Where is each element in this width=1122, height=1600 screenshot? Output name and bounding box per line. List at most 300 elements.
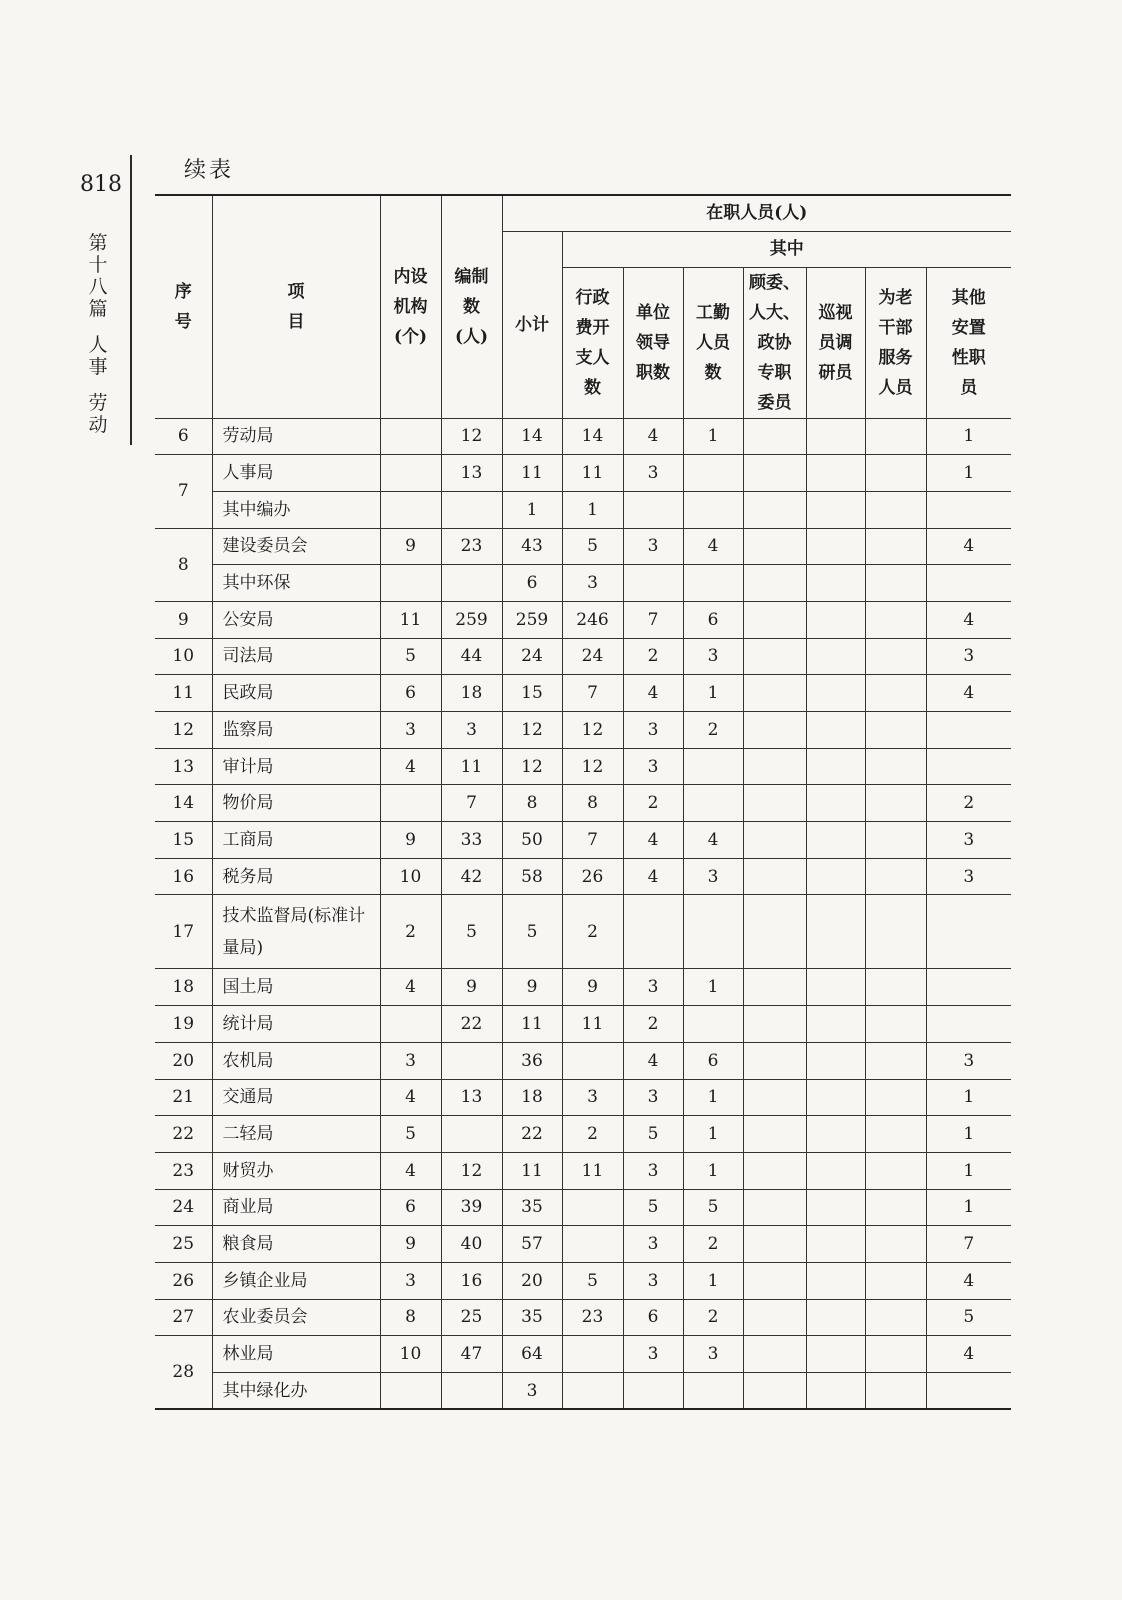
cell-quota: 7 — [441, 785, 502, 822]
cell-leaders: 4 — [623, 418, 683, 455]
cell-other: 4 — [926, 675, 1011, 712]
cell-quota: 44 — [441, 638, 502, 675]
header-of-which: 其中 — [562, 231, 1011, 267]
cell-admin: 14 — [562, 418, 623, 455]
cell-advisors — [743, 1373, 806, 1410]
cell-inspectors — [806, 638, 865, 675]
cell-workers — [683, 455, 743, 492]
cell-other: 3 — [926, 858, 1011, 895]
cell-advisors — [743, 418, 806, 455]
cell-quota: 39 — [441, 1189, 502, 1226]
cell-subtotal: 22 — [502, 1116, 562, 1153]
cell-inspectors — [806, 1042, 865, 1079]
cell-other — [926, 1373, 1011, 1410]
cell-inspectors — [806, 712, 865, 749]
cell-subtotal: 58 — [502, 858, 562, 895]
chapter-side-title — [86, 232, 110, 436]
cell-seq: 28 — [155, 1336, 212, 1409]
cell-retired — [865, 528, 926, 565]
cell-retired — [865, 638, 926, 675]
cell-leaders: 6 — [623, 1299, 683, 1336]
cell-retired — [865, 969, 926, 1006]
cell-internal: 9 — [380, 822, 441, 859]
cell-workers: 1 — [683, 418, 743, 455]
cell-other: 1 — [926, 1079, 1011, 1116]
cell-advisors — [743, 858, 806, 895]
cell-retired — [865, 491, 926, 528]
cell-workers: 1 — [683, 969, 743, 1006]
cell-item: 建设委员会 — [212, 528, 380, 565]
cell-admin: 11 — [562, 1152, 623, 1189]
cell-quota: 25 — [441, 1299, 502, 1336]
cell-other — [926, 565, 1011, 602]
cell-admin: 24 — [562, 638, 623, 675]
cell-internal — [380, 418, 441, 455]
cell-leaders: 3 — [623, 1152, 683, 1189]
cell-admin: 246 — [562, 601, 623, 638]
cell-workers: 1 — [683, 1152, 743, 1189]
cell-item: 其中绿化办 — [212, 1373, 380, 1410]
table-row — [155, 418, 1011, 455]
cell-admin: 5 — [562, 1262, 623, 1299]
table-row — [155, 638, 1011, 675]
table-row — [155, 528, 1011, 565]
cell-quota: 23 — [441, 528, 502, 565]
cell-leaders: 4 — [623, 858, 683, 895]
cell-workers — [683, 565, 743, 602]
cell-retired — [865, 712, 926, 749]
cell-advisors — [743, 675, 806, 712]
cell-inspectors — [806, 601, 865, 638]
cell-inspectors — [806, 1299, 865, 1336]
header-seq: 序 号 — [155, 195, 212, 418]
cell-leaders: 3 — [623, 712, 683, 749]
cell-workers: 1 — [683, 1079, 743, 1116]
cell-retired — [865, 1336, 926, 1373]
cell-item: 民政局 — [212, 675, 380, 712]
cell-workers: 1 — [683, 1262, 743, 1299]
cell-internal: 9 — [380, 1226, 441, 1263]
cell-leaders: 5 — [623, 1189, 683, 1226]
cell-subtotal: 12 — [502, 748, 562, 785]
staffing-table — [155, 194, 1011, 1410]
cell-subtotal: 11 — [502, 455, 562, 492]
cell-quota: 12 — [441, 418, 502, 455]
cell-item: 人事局 — [212, 455, 380, 492]
cell-other: 4 — [926, 1336, 1011, 1373]
table-row — [155, 1079, 1011, 1116]
cell-admin: 8 — [562, 785, 623, 822]
cell-seq: 17 — [155, 895, 212, 969]
cell-advisors — [743, 748, 806, 785]
cell-admin: 26 — [562, 858, 623, 895]
table-row — [155, 1116, 1011, 1153]
table-row — [155, 895, 1011, 969]
cell-inspectors — [806, 455, 865, 492]
cell-item: 监察局 — [212, 712, 380, 749]
cell-internal: 4 — [380, 1152, 441, 1189]
cell-item: 林业局 — [212, 1336, 380, 1373]
header-other: 其他 安置 性职 员 — [926, 267, 1011, 418]
cell-seq: 10 — [155, 638, 212, 675]
cell-workers: 2 — [683, 1226, 743, 1263]
cell-workers: 6 — [683, 601, 743, 638]
cell-subtotal: 18 — [502, 1079, 562, 1116]
cell-subtotal: 5 — [502, 895, 562, 969]
cell-workers: 5 — [683, 1189, 743, 1226]
cell-inspectors — [806, 528, 865, 565]
cell-item: 劳动局 — [212, 418, 380, 455]
cell-retired — [865, 455, 926, 492]
cell-seq: 24 — [155, 1189, 212, 1226]
cell-retired — [865, 1042, 926, 1079]
cell-admin — [562, 1042, 623, 1079]
cell-internal: 4 — [380, 969, 441, 1006]
cell-seq: 26 — [155, 1262, 212, 1299]
cell-admin: 9 — [562, 969, 623, 1006]
cell-advisors — [743, 565, 806, 602]
cell-leaders: 4 — [623, 675, 683, 712]
cell-admin: 12 — [562, 748, 623, 785]
cell-subtotal: 20 — [502, 1262, 562, 1299]
header-leaders: 单位 领导 职数 — [623, 267, 683, 418]
cell-retired — [865, 1079, 926, 1116]
cell-leaders: 3 — [623, 969, 683, 1006]
cell-quota: 259 — [441, 601, 502, 638]
header-inspectors: 巡视 员调 研员 — [806, 267, 865, 418]
cell-quota: 3 — [441, 712, 502, 749]
cell-internal: 4 — [380, 748, 441, 785]
table-row — [155, 1373, 1011, 1410]
cell-retired — [865, 822, 926, 859]
cell-seq: 25 — [155, 1226, 212, 1263]
side-title-gap — [86, 320, 110, 334]
cell-item: 物价局 — [212, 785, 380, 822]
header-advisors: 顾委、 人大、 政协 专职 委员 — [743, 267, 806, 418]
cell-leaders: 4 — [623, 1042, 683, 1079]
cell-subtotal: 35 — [502, 1189, 562, 1226]
cell-retired — [865, 1006, 926, 1043]
cell-leaders: 3 — [623, 1262, 683, 1299]
cell-leaders: 3 — [623, 748, 683, 785]
cell-retired — [865, 785, 926, 822]
cell-leaders: 3 — [623, 1079, 683, 1116]
cell-inspectors — [806, 822, 865, 859]
side-title-gap — [86, 378, 110, 392]
cell-quota — [441, 565, 502, 602]
table-body — [155, 418, 1011, 1409]
page-number: 818 — [80, 172, 122, 197]
cell-advisors — [743, 1152, 806, 1189]
cell-subtotal: 9 — [502, 969, 562, 1006]
cell-advisors — [743, 528, 806, 565]
cell-seq: 27 — [155, 1299, 212, 1336]
cell-seq: 20 — [155, 1042, 212, 1079]
cell-internal — [380, 455, 441, 492]
cell-retired — [865, 1226, 926, 1263]
cell-advisors — [743, 1336, 806, 1373]
cell-workers: 3 — [683, 858, 743, 895]
cell-internal: 6 — [380, 1189, 441, 1226]
cell-inspectors — [806, 1189, 865, 1226]
side-title-char: 八 — [88, 276, 108, 298]
cell-workers: 3 — [683, 638, 743, 675]
table-row — [155, 1152, 1011, 1189]
cell-workers — [683, 491, 743, 528]
cell-item: 公安局 — [212, 601, 380, 638]
cell-retired — [865, 1189, 926, 1226]
cell-subtotal: 14 — [502, 418, 562, 455]
cell-subtotal: 11 — [502, 1152, 562, 1189]
table-caption: 续表 — [184, 158, 235, 183]
cell-seq: 18 — [155, 969, 212, 1006]
table-row — [155, 675, 1011, 712]
cell-internal: 4 — [380, 1079, 441, 1116]
cell-admin — [562, 1373, 623, 1410]
cell-other: 3 — [926, 638, 1011, 675]
cell-other — [926, 969, 1011, 1006]
cell-retired — [865, 1152, 926, 1189]
cell-internal: 10 — [380, 1336, 441, 1373]
cell-seq: 16 — [155, 858, 212, 895]
cell-seq: 22 — [155, 1116, 212, 1153]
cell-quota: 40 — [441, 1226, 502, 1263]
table-row — [155, 1042, 1011, 1079]
cell-internal: 2 — [380, 895, 441, 969]
cell-item: 税务局 — [212, 858, 380, 895]
cell-leaders: 4 — [623, 822, 683, 859]
cell-advisors — [743, 1226, 806, 1263]
cell-advisors — [743, 895, 806, 969]
cell-admin: 7 — [562, 675, 623, 712]
cell-other: 7 — [926, 1226, 1011, 1263]
header-admin: 行政 费开 支人 数 — [562, 267, 623, 418]
table-row — [155, 1226, 1011, 1263]
table-row — [155, 565, 1011, 602]
cell-seq: 8 — [155, 528, 212, 601]
cell-inspectors — [806, 1336, 865, 1373]
cell-admin: 11 — [562, 455, 623, 492]
cell-item: 农机局 — [212, 1042, 380, 1079]
cell-advisors — [743, 1299, 806, 1336]
cell-seq: 12 — [155, 712, 212, 749]
cell-retired — [865, 565, 926, 602]
cell-workers: 4 — [683, 822, 743, 859]
margin-rule — [130, 155, 132, 445]
cell-seq: 14 — [155, 785, 212, 822]
table-row — [155, 858, 1011, 895]
cell-leaders — [623, 1373, 683, 1410]
header-subtotal: 小计 — [502, 231, 562, 418]
cell-inspectors — [806, 1262, 865, 1299]
cell-internal: 9 — [380, 528, 441, 565]
cell-seq: 11 — [155, 675, 212, 712]
cell-inspectors — [806, 565, 865, 602]
table-row — [155, 1189, 1011, 1226]
cell-quota: 42 — [441, 858, 502, 895]
cell-workers — [683, 1373, 743, 1410]
cell-subtotal: 43 — [502, 528, 562, 565]
cell-admin: 23 — [562, 1299, 623, 1336]
cell-other — [926, 491, 1011, 528]
cell-internal — [380, 1006, 441, 1043]
cell-other: 1 — [926, 1116, 1011, 1153]
header-retired-service: 为老 干部 服务 人员 — [865, 267, 926, 418]
cell-other: 5 — [926, 1299, 1011, 1336]
header-workers: 工勤 人员 数 — [683, 267, 743, 418]
cell-admin — [562, 1226, 623, 1263]
cell-inspectors — [806, 675, 865, 712]
cell-internal: 8 — [380, 1299, 441, 1336]
cell-advisors — [743, 1189, 806, 1226]
cell-advisors — [743, 455, 806, 492]
cell-advisors — [743, 1262, 806, 1299]
cell-advisors — [743, 1042, 806, 1079]
cell-other: 3 — [926, 822, 1011, 859]
cell-item: 国土局 — [212, 969, 380, 1006]
cell-item: 商业局 — [212, 1189, 380, 1226]
cell-leaders: 2 — [623, 1006, 683, 1043]
cell-retired — [865, 601, 926, 638]
cell-item: 审计局 — [212, 748, 380, 785]
cell-internal — [380, 1373, 441, 1410]
cell-retired — [865, 675, 926, 712]
cell-workers — [683, 748, 743, 785]
cell-other: 4 — [926, 528, 1011, 565]
cell-other: 1 — [926, 1189, 1011, 1226]
cell-advisors — [743, 638, 806, 675]
cell-subtotal: 50 — [502, 822, 562, 859]
cell-admin: 12 — [562, 712, 623, 749]
cell-item: 农业委员会 — [212, 1299, 380, 1336]
cell-inspectors — [806, 1226, 865, 1263]
cell-quota: 9 — [441, 969, 502, 1006]
table-row — [155, 785, 1011, 822]
cell-advisors — [743, 822, 806, 859]
cell-subtotal: 259 — [502, 601, 562, 638]
cell-quota — [441, 1042, 502, 1079]
cell-admin: 3 — [562, 1079, 623, 1116]
cell-leaders: 3 — [623, 1226, 683, 1263]
cell-leaders: 3 — [623, 1336, 683, 1373]
cell-workers: 2 — [683, 1299, 743, 1336]
cell-inspectors — [806, 969, 865, 1006]
cell-seq: 6 — [155, 418, 212, 455]
cell-item: 二轻局 — [212, 1116, 380, 1153]
side-title-char: 第 — [88, 232, 108, 254]
cell-leaders — [623, 565, 683, 602]
cell-workers: 1 — [683, 675, 743, 712]
cell-internal — [380, 785, 441, 822]
cell-subtotal: 1 — [502, 491, 562, 528]
cell-inspectors — [806, 1373, 865, 1410]
cell-other: 1 — [926, 418, 1011, 455]
table-row — [155, 1006, 1011, 1043]
cell-seq: 13 — [155, 748, 212, 785]
cell-item: 工商局 — [212, 822, 380, 859]
cell-item: 粮食局 — [212, 1226, 380, 1263]
table-row — [155, 712, 1011, 749]
cell-quota: 5 — [441, 895, 502, 969]
cell-quota — [441, 1116, 502, 1153]
cell-seq: 19 — [155, 1006, 212, 1043]
cell-retired — [865, 895, 926, 969]
cell-subtotal: 11 — [502, 1006, 562, 1043]
table-row — [155, 455, 1011, 492]
cell-workers: 3 — [683, 1336, 743, 1373]
cell-workers — [683, 1006, 743, 1043]
cell-other: 1 — [926, 1152, 1011, 1189]
cell-internal: 3 — [380, 1042, 441, 1079]
cell-retired — [865, 858, 926, 895]
cell-retired — [865, 1262, 926, 1299]
header-staff-group: 在职人员(人) — [502, 195, 1011, 231]
cell-subtotal: 3 — [502, 1373, 562, 1410]
cell-admin — [562, 1336, 623, 1373]
cell-subtotal: 12 — [502, 712, 562, 749]
table-row — [155, 822, 1011, 859]
side-title-char: 动 — [88, 414, 108, 436]
cell-inspectors — [806, 1079, 865, 1116]
cell-quota: 47 — [441, 1336, 502, 1373]
cell-quota — [441, 491, 502, 528]
cell-inspectors — [806, 895, 865, 969]
cell-retired — [865, 1373, 926, 1410]
cell-leaders — [623, 491, 683, 528]
table-row — [155, 748, 1011, 785]
cell-inspectors — [806, 1116, 865, 1153]
cell-quota — [441, 1373, 502, 1410]
cell-subtotal: 15 — [502, 675, 562, 712]
cell-other — [926, 1006, 1011, 1043]
cell-other: 3 — [926, 1042, 1011, 1079]
cell-retired — [865, 1299, 926, 1336]
cell-internal: 5 — [380, 638, 441, 675]
cell-leaders: 3 — [623, 528, 683, 565]
cell-seq: 9 — [155, 601, 212, 638]
cell-advisors — [743, 1116, 806, 1153]
cell-workers: 2 — [683, 712, 743, 749]
cell-item: 技术监督局(标准计量局) — [212, 895, 380, 969]
side-title-char: 篇 — [88, 298, 108, 320]
cell-item: 司法局 — [212, 638, 380, 675]
cell-admin: 7 — [562, 822, 623, 859]
cell-quota: 12 — [441, 1152, 502, 1189]
cell-item: 财贸办 — [212, 1152, 380, 1189]
cell-inspectors — [806, 858, 865, 895]
cell-admin: 11 — [562, 1006, 623, 1043]
cell-internal: 5 — [380, 1116, 441, 1153]
cell-item: 其中编办 — [212, 491, 380, 528]
cell-inspectors — [806, 418, 865, 455]
cell-admin: 2 — [562, 895, 623, 969]
cell-advisors — [743, 601, 806, 638]
cell-quota: 13 — [441, 1079, 502, 1116]
table-row — [155, 601, 1011, 638]
side-title-char: 十 — [88, 254, 108, 276]
cell-leaders — [623, 895, 683, 969]
cell-internal — [380, 565, 441, 602]
cell-advisors — [743, 1006, 806, 1043]
cell-advisors — [743, 491, 806, 528]
cell-quota: 33 — [441, 822, 502, 859]
cell-admin — [562, 1189, 623, 1226]
cell-subtotal: 8 — [502, 785, 562, 822]
cell-leaders: 7 — [623, 601, 683, 638]
cell-advisors — [743, 712, 806, 749]
cell-quota: 22 — [441, 1006, 502, 1043]
cell-seq: 15 — [155, 822, 212, 859]
